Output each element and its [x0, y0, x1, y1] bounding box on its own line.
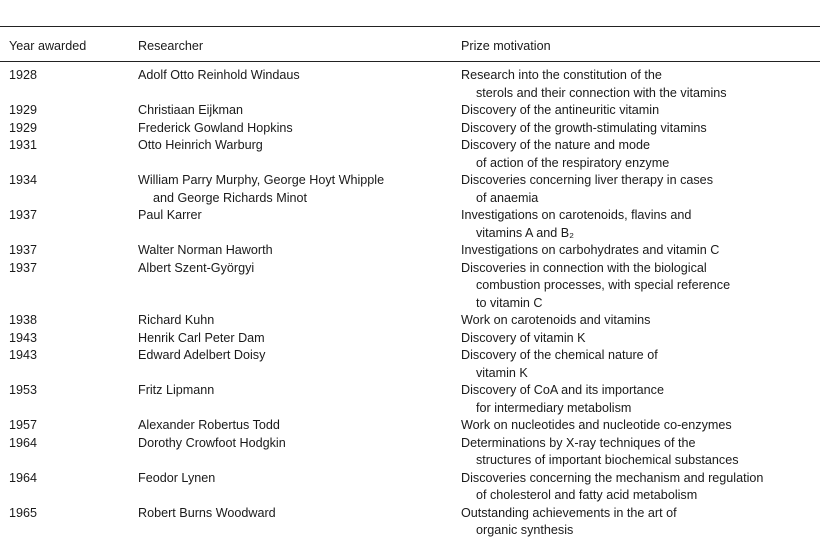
motivation-cell-line: Determinations by X-ray techniques of the [461, 435, 696, 450]
motivation-cell-line: vitamins A and B₂ [476, 225, 574, 240]
researcher-cell [138, 137, 263, 155]
year-cell: 1953 [9, 383, 38, 397]
year-cell: 1928 [9, 68, 38, 82]
motivation-cell [461, 330, 586, 348]
researcher-cell [138, 207, 202, 225]
motivation-cell [461, 382, 664, 417]
table-header [0, 38, 820, 55]
year-cell: 1943 [9, 348, 38, 362]
table-top-rule [0, 26, 820, 27]
researcher-cell-line: Adolf Otto Reinhold Windaus [138, 68, 300, 82]
table-row [0, 312, 820, 330]
researcher-cell-line: Feodor Lynen [138, 470, 216, 485]
motivation-cell [461, 417, 732, 435]
year-cell: 1931 [9, 138, 38, 152]
year-cell: 1964 [9, 470, 38, 485]
motivation-cell-line: vitamin K [476, 365, 528, 380]
motivation-cell-line: Discoveries concerning liver therapy in cases [461, 173, 713, 187]
year-cell: 1938 [9, 313, 38, 327]
motivation-cell-line: Discovery of the antineuritic vitamin [461, 103, 660, 117]
researcher-cell-line: Alexander Robertus Todd [138, 418, 280, 432]
motivation-cell [461, 260, 730, 313]
year-cell: 1957 [9, 418, 38, 432]
table-row [0, 242, 820, 260]
motivation-cell-line: for intermediary metabolism [476, 400, 632, 415]
year-cell: 1937 [9, 260, 38, 275]
motivation-cell [461, 347, 658, 382]
year-cell: 1929 [9, 103, 38, 117]
motivation-cell-line: Discoveries in connection with the biological [461, 260, 707, 275]
researcher-cell [138, 312, 214, 330]
researcher-cell-line: Richard Kuhn [138, 313, 215, 327]
motivation-cell [461, 67, 727, 102]
motivation-cell [461, 242, 719, 260]
table-row [0, 417, 820, 435]
researcher-cell-line: Fritz Lipmann [138, 383, 215, 397]
researcher-cell-line: Henrik Carl Peter Dam [138, 330, 265, 345]
motivation-cell [461, 102, 659, 120]
motivation-cell-line: Work on nucleotides and nucleotide co-enzymes [461, 418, 732, 432]
researcher-cell [138, 347, 265, 365]
table-row [0, 260, 820, 313]
motivation-cell-line: Investigations on carotenoids, flavins and [461, 208, 692, 222]
motivation-cell-line: of anaemia [476, 190, 539, 205]
researcher-cell-line: Christiaan Eijkman [138, 103, 243, 117]
motivation-cell-line: Discovery of the chemical nature of [461, 348, 658, 362]
researcher-cell [138, 67, 300, 85]
table-row [0, 435, 820, 470]
year-cell: 1964 [9, 435, 38, 450]
motivation-cell-line: of cholesterol and fatty acid metabolism [476, 488, 698, 502]
table-row [0, 382, 820, 417]
motivation-cell [461, 120, 707, 138]
motivation-cell [461, 470, 763, 505]
motivation-cell [461, 312, 650, 330]
table-row [0, 102, 820, 120]
motivation-cell-line: Discoveries concerning the mechanism and regulation [461, 470, 764, 485]
motivation-cell [461, 435, 739, 470]
motivation-cell-line: Work on carotenoids and vitamins [461, 313, 651, 327]
researcher-cell [138, 382, 214, 400]
motivation-cell-line: Discovery of the nature and mode [461, 138, 651, 152]
year-cell: 1937 [9, 243, 38, 257]
table-header-rule [0, 61, 820, 62]
table-row [0, 137, 820, 172]
table-body [0, 67, 820, 540]
motivation-cell-line: combustion processes, with special reference [476, 278, 731, 292]
year-cell: 1929 [9, 120, 38, 135]
header-motivation: Prize motivation [461, 39, 551, 53]
motivation-cell [461, 207, 691, 242]
table-row [0, 120, 820, 138]
researcher-cell-line: and George Richards Minot [153, 190, 308, 205]
researcher-cell-line: Edward Adelbert Doisy [138, 348, 266, 362]
motivation-cell-line: structures of important biochemical substances [476, 453, 739, 467]
motivation-cell-line: to vitamin C [476, 295, 543, 310]
motivation-cell-line: Discovery of CoA and its importance [461, 383, 664, 397]
researcher-cell [138, 417, 280, 435]
researcher-cell [138, 242, 273, 260]
table-row [0, 505, 820, 540]
researcher-cell [138, 470, 215, 488]
table-row [0, 67, 820, 102]
motivation-cell-line: organic synthesis [476, 523, 574, 537]
motivation-cell-line: Discovery of the growth-stimulating vitamins [461, 120, 707, 135]
table-row [0, 207, 820, 242]
year-cell: 1937 [9, 208, 38, 222]
researcher-cell-line: Frederick Gowland Hopkins [138, 120, 293, 135]
header-researcher: Researcher [138, 39, 204, 53]
header-year: Year awarded [9, 39, 87, 53]
researcher-cell-line: Walter Norman Haworth [138, 243, 273, 257]
researcher-cell [138, 172, 384, 207]
researcher-cell-line: Albert Szent-Györgyi [138, 260, 255, 275]
table-row [0, 347, 820, 382]
motivation-cell-line: Research into the constitution of the [461, 68, 662, 82]
researcher-cell [138, 102, 243, 120]
researcher-cell-line: Otto Heinrich Warburg [138, 138, 263, 152]
year-cell: 1943 [9, 330, 38, 345]
motivation-cell-line: sterols and their connection with the vitamins [476, 85, 727, 100]
year-cell: 1934 [9, 173, 38, 187]
motivation-cell-line: Discovery of vitamin K [461, 330, 586, 345]
researcher-cell-line: William Parry Murphy, George Hoyt Whipple [138, 173, 385, 187]
researcher-cell [138, 505, 276, 523]
researcher-cell [138, 260, 254, 278]
motivation-cell [461, 505, 677, 540]
table-row [0, 172, 820, 207]
researcher-cell [138, 120, 293, 138]
motivation-cell-line: Investigations on carbohydrates and vitamin C [461, 243, 720, 257]
table-row [0, 470, 820, 505]
researcher-cell-line: Robert Burns Woodward [138, 505, 276, 520]
researcher-cell [138, 435, 286, 453]
researcher-cell-line: Dorothy Crowfoot Hodgkin [138, 435, 286, 450]
motivation-cell [461, 172, 713, 207]
motivation-cell-line: Outstanding achievements in the art of [461, 505, 677, 520]
researcher-cell-line: Paul Karrer [138, 208, 202, 222]
table-row [0, 330, 820, 348]
year-cell: 1965 [9, 505, 38, 520]
motivation-cell-line: of action of the respiratory enzyme [476, 155, 670, 170]
researcher-cell [138, 330, 265, 348]
motivation-cell [461, 137, 669, 172]
